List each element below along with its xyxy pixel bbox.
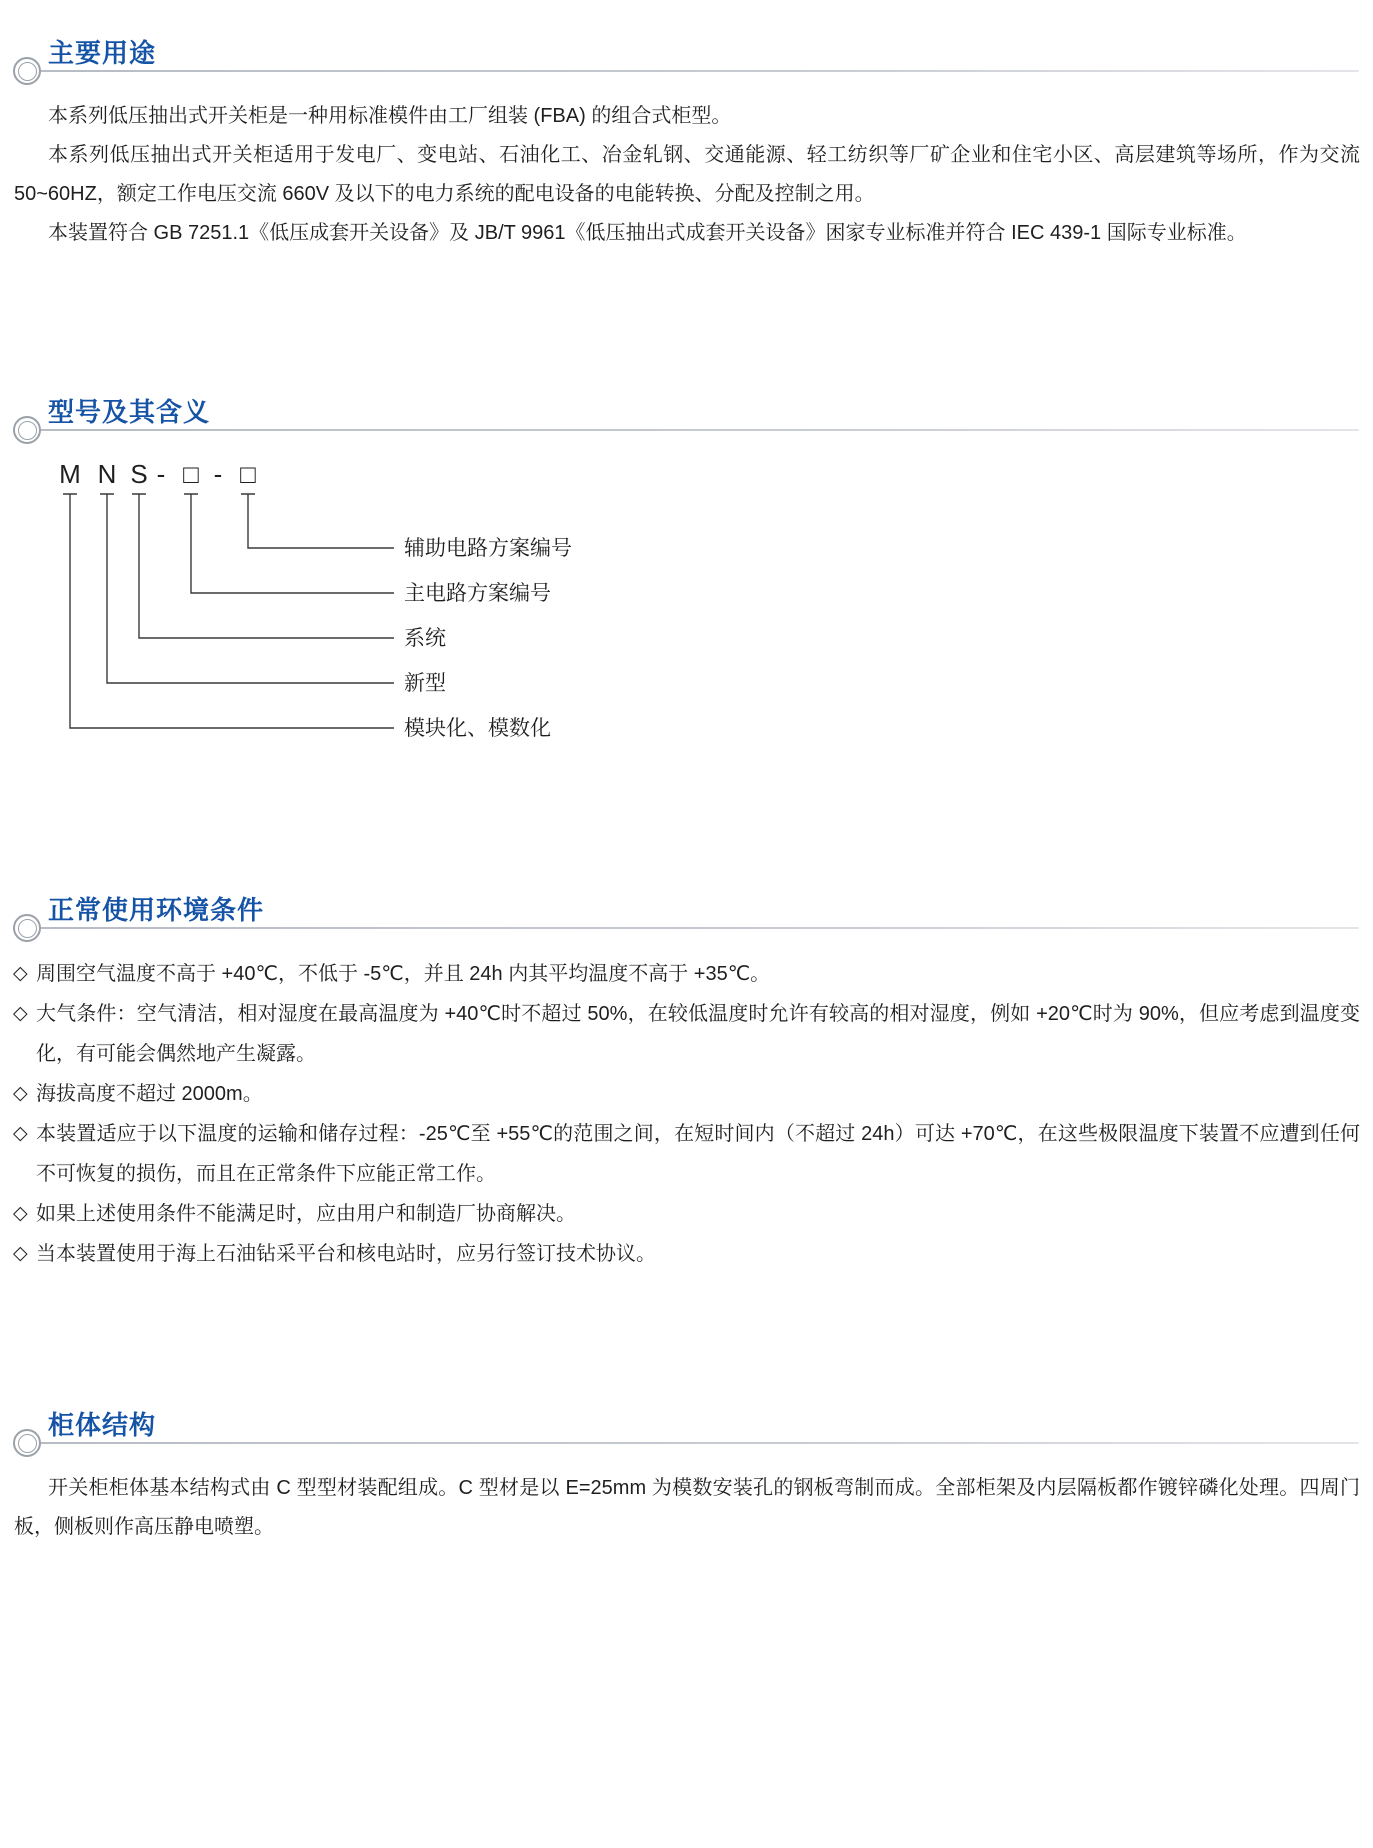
model-label-main-circuit: 主电路方案编号: [404, 582, 551, 605]
bullet-text: 大气条件：空气清洁，相对湿度在最高温度为 +40℃时不超过 50%，在较低温度时允许有较高的相对湿度，例如 +20℃时为 90%，但应考虑到温度变化，有可能会偶然地产生凝露。: [36, 1003, 1360, 1065]
diamond-icon: ◇: [13, 1203, 28, 1224]
section-title: 柜体结构: [48, 1410, 157, 1440]
ring-icon: [13, 57, 41, 85]
paragraph: 本系列低压抽出式开关柜适用于发电厂、变电站、石油化工、冶金轧钢、交通能源、轻工纺织等厂矿企业和住宅小区、高层建筑等场所，作为交流 50~60HZ，额定工作电压交流 660V 及以下的电力系统的配电设备的电能转换、分配及控制之用。: [14, 144, 1360, 205]
paragraph: 开关柜柜体基本结构式由 C 型型材装配组成。C 型材是以 E=25mm 为模数安装孔的钢板弯制而成。全部柜架及内层隔板都作镀锌磷化处理。四周门板，侧板则作高压静电喷塑。: [14, 1477, 1360, 1538]
model-code-dash: -: [156, 459, 166, 489]
diamond-icon: ◇: [13, 1083, 28, 1104]
bullet-item: [0, 954, 1360, 994]
connector-main-circuit: [184, 494, 394, 593]
model-code-dash: -: [213, 459, 223, 489]
connector-aux-circuit: [241, 494, 394, 548]
bullet-item: [0, 1114, 1360, 1194]
bullet-text: 当本装置使用于海上石油钻采平台和核电站时，应另行签订技术协议。: [36, 1243, 656, 1265]
header-rule: [20, 70, 1359, 72]
model-label-modular: 模块化、模数化: [404, 717, 551, 740]
bullet-item: [0, 1074, 1360, 1114]
section-header: [0, 33, 1373, 97]
connector-modular: [63, 494, 394, 728]
model-code-n: N: [97, 459, 117, 489]
model-code-s: S: [130, 459, 148, 489]
header-rule: [20, 927, 1359, 929]
section-body: [0, 97, 1373, 253]
section-header: [0, 392, 1373, 456]
section-body: [0, 1469, 1373, 1547]
diamond-icon: ◇: [13, 1003, 28, 1024]
section-header: [0, 1405, 1373, 1469]
diamond-icon: ◇: [13, 1243, 28, 1264]
model-label-aux-circuit: 辅助电路方案编号: [404, 537, 572, 560]
model-code-diagram: [0, 452, 720, 762]
section-environment-conditions: [0, 890, 1373, 1274]
ring-icon: [13, 416, 41, 444]
model-label-new-type: 新型: [404, 672, 446, 695]
connector-new-type: [100, 494, 394, 683]
bullet-item: [0, 994, 1360, 1074]
model-code-m: M: [59, 459, 81, 489]
header-rule: [20, 1442, 1359, 1444]
paragraph: 本装置符合 GB 7251.1《低压成套开关设备》及 JB/T 9961《低压抽出式成套开关设备》困家专业标准并符合 IEC 439-1 国际专业标准。: [48, 222, 1247, 244]
ring-icon: [13, 914, 41, 942]
section-title: 正常使用环境条件: [48, 895, 265, 925]
section-title: 主要用途: [48, 38, 157, 68]
bullet-item: [0, 1194, 1360, 1234]
section-header: [0, 890, 1373, 954]
bullet-text: 周围空气温度不高于 +40℃，不低于 -5℃，并且 24h 内其平均温度不高于 +35℃。: [36, 963, 771, 985]
connector-system: [132, 494, 394, 638]
diamond-icon: ◇: [13, 963, 28, 984]
section-title: 型号及其含义: [48, 397, 211, 427]
paragraph: 本系列低压抽出式开关柜是一种用标准模件由工厂组装 (FBA) 的组合式柜型。: [48, 105, 732, 127]
bullet-list: [0, 954, 1373, 1274]
model-code-box: □: [183, 459, 199, 489]
section-main-purpose: [0, 33, 1373, 253]
ring-icon: [13, 1429, 41, 1457]
bullet-text: 海拔高度不超过 2000m。: [36, 1083, 263, 1105]
bullet-item: [0, 1234, 1360, 1274]
diamond-icon: ◇: [13, 1123, 28, 1144]
bullet-text: 本装置适应于以下温度的运输和储存过程：-25℃至 +55℃的范围之间，在短时间内（不超过 24h）可达 +70℃，在这些极限温度下装置不应遭到任何不可恢复的损伤，而且在正常条件下应能正常工作。: [36, 1123, 1360, 1185]
model-code-box: □: [240, 459, 256, 489]
header-rule: [20, 429, 1359, 431]
model-label-system: 系统: [404, 627, 446, 650]
bullet-text: 如果上述使用条件不能满足时，应由用户和制造厂协商解决。: [36, 1203, 576, 1225]
section-cabinet-structure: [0, 1405, 1373, 1547]
section-model-meaning: [0, 392, 1373, 762]
